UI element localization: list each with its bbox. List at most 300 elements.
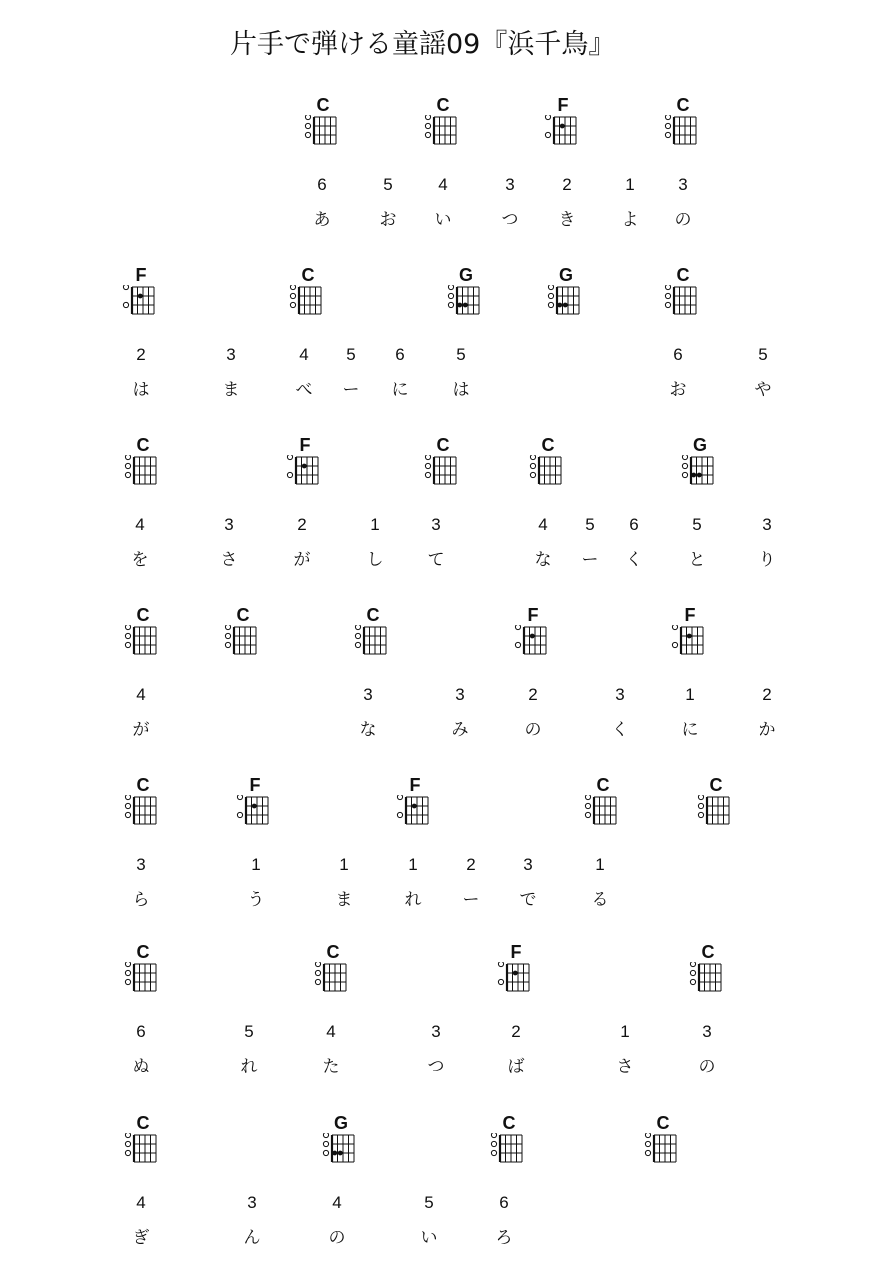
- lyric-syllable: さ: [616, 1057, 634, 1077]
- chord-grid: [525, 455, 565, 491]
- chord-name: F: [135, 265, 147, 285]
- note-number: 5: [692, 515, 702, 534]
- open-string-marker: [125, 803, 130, 808]
- chord-name: C: [136, 775, 150, 795]
- open-string-marker: [305, 123, 310, 128]
- finger-dot: [513, 971, 518, 976]
- open-string-marker: [491, 1141, 496, 1146]
- lyric-syllable: に: [681, 720, 699, 740]
- open-string-marker: [125, 633, 130, 638]
- open-string-marker: [682, 455, 687, 460]
- chord-grid: [118, 285, 158, 321]
- lyric-syllable: た: [322, 1057, 340, 1077]
- finger-dot: [463, 303, 468, 308]
- open-string-marker: [355, 625, 360, 630]
- chord-diagram-c: [685, 942, 725, 1004]
- open-string-marker: [123, 285, 128, 290]
- note-number: 3: [363, 685, 373, 704]
- lyric-syllable: ま: [335, 890, 353, 910]
- note-number: 2: [297, 515, 307, 534]
- open-string-marker: [125, 979, 130, 984]
- chord-name: C: [596, 775, 610, 795]
- open-string-marker: [125, 472, 130, 477]
- lyric-syllable: は: [452, 380, 470, 400]
- open-string-marker: [237, 795, 242, 800]
- open-string-marker: [125, 455, 130, 460]
- chord-grid: [443, 285, 483, 321]
- note-number: 1: [595, 855, 605, 874]
- open-string-marker: [585, 812, 590, 817]
- chord-diagram-c: [420, 95, 460, 157]
- chord-name: C: [301, 265, 315, 285]
- lyric-syllable: い: [420, 1228, 438, 1248]
- open-string-marker: [125, 795, 130, 800]
- chord-name: C: [136, 435, 150, 455]
- finger-dot: [691, 473, 696, 478]
- open-string-marker: [665, 302, 670, 307]
- chord-grid: [120, 795, 160, 831]
- chord-diagram-c: [420, 435, 460, 497]
- note-number: 3: [762, 515, 772, 534]
- lyric-syllable: が: [293, 550, 311, 570]
- note-number: 4: [538, 515, 548, 534]
- open-string-marker: [515, 625, 520, 630]
- open-string-marker: [397, 795, 402, 800]
- open-string-marker: [125, 812, 130, 817]
- note-number: 5: [424, 1193, 434, 1212]
- chord-grid: [640, 1133, 680, 1169]
- chord-diagram-f: [667, 605, 707, 667]
- lyric-syllable: れ: [404, 890, 422, 910]
- note-number: 6: [136, 1022, 146, 1041]
- chord-diagram-c: [525, 435, 565, 497]
- open-string-marker: [585, 795, 590, 800]
- lyric-syllable: が: [132, 720, 150, 740]
- note-number: 4: [135, 515, 145, 534]
- finger-dot: [563, 303, 568, 308]
- chord-name: C: [709, 775, 723, 795]
- note-number: 3: [431, 1022, 441, 1041]
- lyric-syllable: ー: [462, 890, 480, 910]
- lyric-syllable: で: [519, 890, 537, 910]
- open-string-marker: [290, 293, 295, 298]
- lyric-syllable: な: [534, 550, 552, 570]
- open-string-marker: [665, 293, 670, 298]
- chord-grid: [510, 625, 550, 661]
- lyric-syllable: き: [558, 210, 576, 230]
- chord-grid: [667, 625, 707, 661]
- note-number: 5: [383, 175, 393, 194]
- open-string-marker: [545, 132, 550, 137]
- lyric-syllable: ば: [507, 1057, 525, 1077]
- lyric-syllable: や: [754, 380, 772, 400]
- lyric-syllable: ら: [132, 890, 150, 910]
- note-number: 3: [702, 1022, 712, 1041]
- note-number: 4: [299, 345, 309, 364]
- chord-name: G: [692, 435, 707, 455]
- chord-diagram-f: [118, 265, 158, 327]
- open-string-marker: [125, 463, 130, 468]
- chord-diagram-c: [120, 435, 160, 497]
- chord-grid: [540, 115, 580, 151]
- chord-grid: [120, 455, 160, 491]
- note-number: 1: [625, 175, 635, 194]
- open-string-marker: [225, 633, 230, 638]
- note-number: 5: [758, 345, 768, 364]
- note-number: 3: [136, 855, 146, 874]
- note-number: 4: [438, 175, 448, 194]
- open-string-marker: [698, 795, 703, 800]
- chord-name: F: [527, 605, 539, 625]
- open-string-marker: [237, 812, 242, 817]
- open-string-marker: [498, 979, 503, 984]
- note-number: 3: [431, 515, 441, 534]
- chord-grid: [120, 1133, 160, 1169]
- chord-diagram-c: [580, 775, 620, 837]
- lyric-syllable: い: [434, 210, 452, 230]
- chord-name: C: [136, 1113, 150, 1133]
- open-string-marker: [698, 803, 703, 808]
- open-string-marker: [672, 625, 677, 630]
- note-number: 4: [326, 1022, 336, 1041]
- chord-name: C: [676, 95, 690, 115]
- open-string-marker: [690, 979, 695, 984]
- chord-diagram-f: [493, 942, 533, 1004]
- lyric-syllable: く: [611, 720, 629, 740]
- lyric-syllable: と: [688, 550, 706, 570]
- note-number: 3: [224, 515, 234, 534]
- chord-diagram-c: [350, 605, 390, 667]
- open-string-marker: [425, 455, 430, 460]
- open-string-marker: [315, 979, 320, 984]
- finger-dot: [138, 294, 143, 299]
- lyric-syllable: り: [758, 550, 776, 570]
- open-string-marker: [585, 803, 590, 808]
- note-number: 3: [247, 1193, 257, 1212]
- open-string-marker: [290, 285, 295, 290]
- lyric-syllable: れ: [240, 1057, 258, 1077]
- open-string-marker: [287, 472, 292, 477]
- lyric-syllable: ぬ: [132, 1057, 150, 1077]
- open-string-marker: [315, 962, 320, 967]
- open-string-marker: [548, 293, 553, 298]
- page-title: 片手で弾ける童謡09『浜千鳥』: [230, 29, 616, 60]
- lyric-syllable: は: [132, 380, 150, 400]
- note-number: 3: [523, 855, 533, 874]
- lyric-syllable: る: [591, 890, 609, 910]
- open-string-marker: [125, 625, 130, 630]
- note-number: 1: [251, 855, 261, 874]
- open-string-marker: [397, 812, 402, 817]
- chord-diagram-g: [543, 265, 583, 327]
- note-number: 2: [511, 1022, 521, 1041]
- open-string-marker: [665, 285, 670, 290]
- lyric-syllable: お: [669, 380, 687, 400]
- open-string-marker: [645, 1150, 650, 1155]
- open-string-marker: [323, 1133, 328, 1138]
- chord-name: F: [299, 435, 311, 455]
- open-string-marker: [287, 455, 292, 460]
- note-number: 3: [505, 175, 515, 194]
- chord-grid: [220, 625, 260, 661]
- chord-name: F: [510, 942, 522, 962]
- chord-diagram-f: [232, 775, 272, 837]
- chord-name: C: [236, 605, 250, 625]
- open-string-marker: [125, 970, 130, 975]
- lyric-syllable: う: [247, 890, 265, 910]
- note-number: 1: [339, 855, 349, 874]
- chord-diagram-c: [220, 605, 260, 667]
- finger-dot: [412, 804, 417, 809]
- chord-grid: [660, 115, 700, 151]
- lyric-syllable: ん: [243, 1228, 261, 1248]
- chord-diagram-g: [443, 265, 483, 327]
- open-string-marker: [665, 115, 670, 120]
- lyric-syllable: つ: [501, 210, 519, 230]
- open-string-marker: [305, 132, 310, 137]
- chord-diagram-f: [282, 435, 322, 497]
- note-number: 6: [317, 175, 327, 194]
- note-number: 2: [466, 855, 476, 874]
- open-string-marker: [491, 1133, 496, 1138]
- note-number: 6: [499, 1193, 509, 1212]
- lyric-syllable: あ: [313, 210, 331, 230]
- open-string-marker: [448, 293, 453, 298]
- chord-grid: [282, 455, 322, 491]
- open-string-marker: [290, 302, 295, 307]
- open-string-marker: [548, 302, 553, 307]
- note-number: 1: [408, 855, 418, 874]
- note-number: 3: [226, 345, 236, 364]
- finger-dot: [252, 804, 257, 809]
- note-number: 2: [136, 345, 146, 364]
- open-string-marker: [425, 123, 430, 128]
- chord-grid: [350, 625, 390, 661]
- chord-name: C: [316, 95, 330, 115]
- chord-grid: [120, 625, 160, 661]
- chord-name: G: [458, 265, 473, 285]
- lyric-syllable: さ: [220, 550, 238, 570]
- open-string-marker: [425, 472, 430, 477]
- finger-dot: [302, 464, 307, 469]
- chord-diagram-c: [120, 605, 160, 667]
- chord-name: C: [502, 1113, 516, 1133]
- lyric-syllable: ー: [342, 380, 360, 400]
- lyric-syllable: み: [451, 720, 469, 740]
- chord-diagram-c: [486, 1113, 526, 1175]
- chord-grid: [580, 795, 620, 831]
- chord-diagram-c: [120, 775, 160, 837]
- chord-name: C: [326, 942, 340, 962]
- note-number: 4: [332, 1193, 342, 1212]
- open-string-marker: [690, 970, 695, 975]
- open-string-marker: [425, 463, 430, 468]
- lyric-syllable: て: [427, 550, 445, 570]
- note-number: 2: [562, 175, 572, 194]
- note-number: 1: [370, 515, 380, 534]
- chord-diagram-g: [318, 1113, 358, 1175]
- chord-grid: [392, 795, 432, 831]
- chord-grid: [318, 1133, 358, 1169]
- open-string-marker: [515, 642, 520, 647]
- chord-grid: [120, 962, 160, 998]
- open-string-marker: [125, 962, 130, 967]
- chord-diagram-c: [640, 1113, 680, 1175]
- open-string-marker: [305, 115, 310, 120]
- open-string-marker: [698, 812, 703, 817]
- open-string-marker: [125, 642, 130, 647]
- chord-name: F: [249, 775, 261, 795]
- lyric-syllable: か: [758, 720, 776, 740]
- open-string-marker: [665, 123, 670, 128]
- chord-diagram-c: [310, 942, 350, 1004]
- chord-diagram-c: [285, 265, 325, 327]
- note-number: 6: [629, 515, 639, 534]
- lyric-syllable: に: [391, 380, 409, 400]
- note-number: 6: [395, 345, 405, 364]
- chord-grid: [300, 115, 340, 151]
- chord-name: C: [436, 95, 450, 115]
- open-string-marker: [548, 285, 553, 290]
- note-number: 2: [528, 685, 538, 704]
- chord-name: F: [557, 95, 569, 115]
- open-string-marker: [665, 132, 670, 137]
- chord-grid: [486, 1133, 526, 1169]
- chord-grid: [493, 962, 533, 998]
- note-number: 5: [456, 345, 466, 364]
- chord-diagram-f: [392, 775, 432, 837]
- chord-grid: [232, 795, 272, 831]
- open-string-marker: [545, 115, 550, 120]
- chord-name: C: [676, 265, 690, 285]
- open-string-marker: [682, 472, 687, 477]
- open-string-marker: [125, 1141, 130, 1146]
- finger-dot: [338, 1151, 343, 1156]
- note-number: 4: [136, 1193, 146, 1212]
- lyric-syllable: つ: [427, 1057, 445, 1077]
- chord-diagram-f: [540, 95, 580, 157]
- note-number: 3: [678, 175, 688, 194]
- chord-grid: [543, 285, 583, 321]
- finger-dot: [332, 1151, 337, 1156]
- chord-diagram-c: [120, 1113, 160, 1175]
- finger-dot: [457, 303, 462, 308]
- chord-name: C: [366, 605, 380, 625]
- lyric-syllable: な: [359, 720, 377, 740]
- open-string-marker: [645, 1141, 650, 1146]
- note-number: 4: [136, 685, 146, 704]
- open-string-marker: [498, 962, 503, 967]
- chord-name: C: [136, 942, 150, 962]
- chord-diagram-c: [693, 775, 733, 837]
- lyric-syllable: よ: [621, 210, 639, 230]
- chord-grid: [677, 455, 717, 491]
- finger-dot: [530, 634, 535, 639]
- note-number: 3: [455, 685, 465, 704]
- chord-grid: [685, 962, 725, 998]
- open-string-marker: [645, 1133, 650, 1138]
- open-string-marker: [315, 970, 320, 975]
- chord-diagram-f: [510, 605, 550, 667]
- note-number: 5: [585, 515, 595, 534]
- open-string-marker: [123, 302, 128, 307]
- chord-grid: [693, 795, 733, 831]
- chord-diagram-c: [300, 95, 340, 157]
- finger-dot: [687, 634, 692, 639]
- open-string-marker: [225, 625, 230, 630]
- note-number: 1: [685, 685, 695, 704]
- chord-diagram-c: [660, 265, 700, 327]
- lyric-syllable: ろ: [495, 1228, 513, 1248]
- open-string-marker: [355, 642, 360, 647]
- note-number: 6: [673, 345, 683, 364]
- chord-name: C: [656, 1113, 670, 1133]
- open-string-marker: [448, 302, 453, 307]
- chord-diagram-g: [677, 435, 717, 497]
- open-string-marker: [425, 115, 430, 120]
- lyric-syllable: の: [328, 1228, 346, 1248]
- lyric-syllable: ま: [222, 380, 240, 400]
- note-number: 5: [244, 1022, 254, 1041]
- lyric-syllable: し: [366, 550, 384, 570]
- chord-name: F: [684, 605, 696, 625]
- open-string-marker: [530, 463, 535, 468]
- lyric-syllable: の: [524, 720, 542, 740]
- chord-grid: [420, 455, 460, 491]
- lyric-syllable: の: [674, 210, 692, 230]
- lyric-syllable: べ: [295, 380, 313, 400]
- open-string-marker: [125, 1133, 130, 1138]
- finger-dot: [560, 124, 565, 129]
- chord-name: C: [541, 435, 555, 455]
- lyric-syllable: の: [698, 1057, 716, 1077]
- open-string-marker: [425, 132, 430, 137]
- open-string-marker: [448, 285, 453, 290]
- note-number: 2: [762, 685, 772, 704]
- lyric-syllable: ー: [581, 550, 599, 570]
- open-string-marker: [355, 633, 360, 638]
- lyric-syllable: く: [625, 550, 643, 570]
- open-string-marker: [530, 472, 535, 477]
- open-string-marker: [323, 1141, 328, 1146]
- note-number: 5: [346, 345, 356, 364]
- chord-diagram-c: [120, 942, 160, 1004]
- note-number: 3: [615, 685, 625, 704]
- open-string-marker: [690, 962, 695, 967]
- chord-name: C: [436, 435, 450, 455]
- chord-diagram-c: [660, 95, 700, 157]
- open-string-marker: [125, 1150, 130, 1155]
- open-string-marker: [323, 1150, 328, 1155]
- lyric-syllable: ぎ: [132, 1228, 150, 1248]
- open-string-marker: [672, 642, 677, 647]
- open-string-marker: [225, 642, 230, 647]
- chord-name: G: [558, 265, 573, 285]
- chord-name: F: [409, 775, 421, 795]
- chord-name: G: [333, 1113, 348, 1133]
- chord-grid: [310, 962, 350, 998]
- chord-name: C: [701, 942, 715, 962]
- chord-grid: [420, 115, 460, 151]
- chord-grid: [285, 285, 325, 321]
- lyric-syllable: お: [379, 210, 397, 230]
- open-string-marker: [491, 1150, 496, 1155]
- finger-dot: [697, 473, 702, 478]
- chord-grid: [660, 285, 700, 321]
- lyric-syllable: を: [131, 550, 149, 570]
- chord-name: C: [136, 605, 150, 625]
- open-string-marker: [682, 463, 687, 468]
